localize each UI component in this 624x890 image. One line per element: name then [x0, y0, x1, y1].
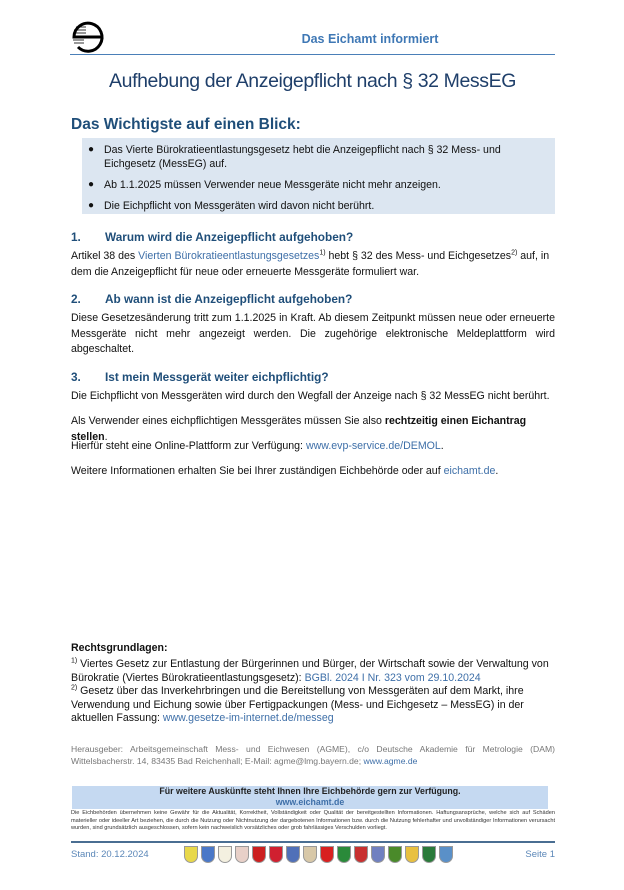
text: auf, in dem die Anzeigepflicht für neue oder erneuerte Messgeräte formuliert war. [71, 250, 550, 278]
summary-item [88, 143, 555, 171]
hessen-crest-icon [286, 846, 300, 863]
sachsen-crest-icon [388, 846, 402, 863]
buerokratieentlastungsgesetz-link[interactable]: Vierten Bürokratieentlastungsgesetzes [138, 250, 320, 262]
section-title: Ab wann ist die Anzeigepflicht aufgehoben? [105, 292, 353, 306]
section-title: Ist mein Messgerät weiter eichpflichtig? [105, 370, 329, 384]
header-divider [70, 54, 555, 55]
summary-list [82, 143, 555, 213]
bayern-crest-icon [201, 846, 215, 863]
section-3-paragraph-4 [71, 464, 555, 480]
section-3-paragraph-3 [71, 439, 555, 455]
section-1-heading [71, 230, 353, 244]
text: Artikel 38 des [71, 250, 139, 262]
rheinland-pfalz-crest-icon [354, 846, 368, 863]
summary-item-text: Das Vierte Bürokratieentlastungsgesetz hebt die Anzeigepflicht nach § 32 Mess- und Eichgesetz (MessEG) auf. [104, 144, 501, 170]
saarland-crest-icon [371, 846, 385, 863]
text: Weitere Informationen erhalten Sie bei Ihrer zuständigen Eichbehörde oder auf [71, 465, 444, 477]
thueringen-crest-icon [439, 846, 453, 863]
page-number: Seite 1 [525, 849, 555, 860]
hamburg-crest-icon [269, 846, 283, 863]
eichamt-website-link[interactable]: www.eichamt.de [275, 797, 345, 807]
contact-box [72, 786, 548, 809]
footnote-marker: 1) [71, 657, 78, 665]
bremen-crest-icon [252, 846, 266, 863]
section-title: Warum wird die Anzeigepflicht aufgehoben? [105, 230, 354, 244]
brandenburg-crest-icon [235, 846, 249, 863]
text: Gesetz über das Inverkehrbringen und die Bereitstellung von Messgeräten auf dem Markt, ihre Verwendung und Eichung sowie über Fertigpackungen (Mess- und Eichgesetz – MessEG) in der aktuellen Fassung: [71, 685, 524, 725]
disclaimer: Die Eichbehörden übernehmen keine Gewähr für die Aktualität, Korrektheit, Vollständigkeit oder Qualität der bereitgestellten Informationen. Haftungsansprüche, welche sich auf Schäden materieller oder ideeller Art beziehen, die durch die Nutzung oder Nichtnutzung der dargebotenen Informationen bzw. durch die Nutzung fehlerhafter und unvollständiger Informationen verursacht wurden, sind grundsätzlich ausgeschlossen, sofern kein nachweislich vorsätzliches oder grob fahrlässiges Verschulden vorliegt. [71, 810, 555, 832]
bullet-icon: ● [88, 179, 95, 190]
schleswig-holstein-crest-icon [405, 846, 419, 863]
summary-item [88, 199, 555, 213]
summary-item-text: Ab 1.1.2025 müssen Verwender neue Messgeräte nicht mehr anzeigen. [104, 179, 441, 191]
baden-wuerttemberg-crest-icon [184, 846, 198, 863]
footnote-1 [71, 658, 555, 685]
section-3-paragraph-1: Die Eichpflicht von Messgeräten wird durch den Wegfall der Anzeige nach § 32 MessEG nicht berührt. [71, 390, 550, 402]
text: . [104, 430, 108, 443]
berlin-crest-icon [218, 846, 232, 863]
contact-text: Für weitere Auskünfte steht Ihnen Ihre Eichbehörde gern zur Verfügung. [159, 786, 461, 796]
footnote-marker: 2) [71, 684, 78, 692]
sachsen-anhalt-crest-icon [422, 846, 436, 863]
text: Viertes Gesetz zur Entlastung der Bürgerinnen und Bürger, der Wirtschaft sowie der Verwaltung von Bürokratie (Viertes Bürokratieentlastungsgesetz): [71, 658, 549, 684]
bgbl-link[interactable]: BGBl. 2024 I Nr. 323 vom 29.10.2024 [304, 671, 481, 684]
emphasis: rechtzeitig einen Eichantrag stellen [71, 415, 527, 443]
summary-box [82, 138, 555, 214]
section-2-paragraph: Diese Gesetzesänderung tritt zum 1.1.2025 in Kraft. Ab diesem Zeitpunkt müssen neue oder erneuerte Messgeräte nicht mehr angezeigt werden. Die zugehörige elektronische Meldeplattform wird abgeschaltet. [71, 312, 555, 355]
footer-divider [71, 841, 555, 843]
eichamt-logo-icon [68, 18, 106, 56]
section-2-heading [71, 292, 352, 306]
text: Hierfür steht eine Online-Plattform zur Verfügung: [71, 440, 306, 452]
gesetze-im-internet-link[interactable]: www.gesetze-im-internet.de/messeg [162, 712, 334, 725]
legal-footnotes [71, 658, 555, 726]
section-number: 1. [71, 230, 81, 244]
section-1-paragraph [71, 249, 555, 280]
footnote-ref-2: 2) [511, 249, 518, 257]
stand-date: Stand: 20.12.2024 [71, 849, 149, 860]
mecklenburg-vorpommern-crest-icon [303, 846, 317, 863]
text: hebt § 32 des Mess- und Eichgesetzes [325, 250, 512, 262]
publisher-info [71, 744, 555, 767]
nordrhein-westfalen-crest-icon [337, 846, 351, 863]
footnote-ref-1: 1) [319, 249, 326, 257]
summary-item-text: Die Eichpflicht von Messgeräten wird davon nicht berührt. [104, 200, 375, 212]
agme-link[interactable]: www.agme.de [363, 755, 418, 766]
text: . [495, 465, 499, 477]
text: Als Verwender eines eichpflichtigen Messgerätes müssen Sie also [71, 415, 385, 427]
eichamt-link[interactable]: eichamt.de [443, 465, 496, 477]
evp-service-link[interactable]: www.evp-service.de/DEMOL [305, 440, 441, 452]
bullet-icon: ● [88, 200, 95, 211]
text: . [440, 440, 444, 452]
section-3-heading [71, 370, 329, 384]
niedersachsen-crest-icon [320, 846, 334, 863]
bullet-icon: ● [88, 144, 95, 155]
text: Herausgeber: Arbeitsgemeinschaft Mess- und Eichwesen (AGME), c/o Deutsche Akademie für Metrologie (DAM) Wittelsbacherstr. 14, 83435 Bad Reichenhall; E-Mail: agme@lmg.bayern.de; [71, 744, 555, 766]
section-number: 3. [71, 370, 81, 384]
section-number: 2. [71, 292, 81, 306]
header-title: Das Eichamt informiert [301, 32, 439, 46]
page-title: Aufhebung der Anzeigepflicht nach § 32 MessEG [109, 70, 516, 92]
state-crests [184, 846, 453, 863]
summary-item [88, 178, 555, 192]
footnote-2 [71, 685, 555, 726]
summary-heading: Das Wichtigste auf einen Blick: [71, 116, 301, 133]
legal-heading: Rechtsgrundlagen: [71, 642, 168, 654]
